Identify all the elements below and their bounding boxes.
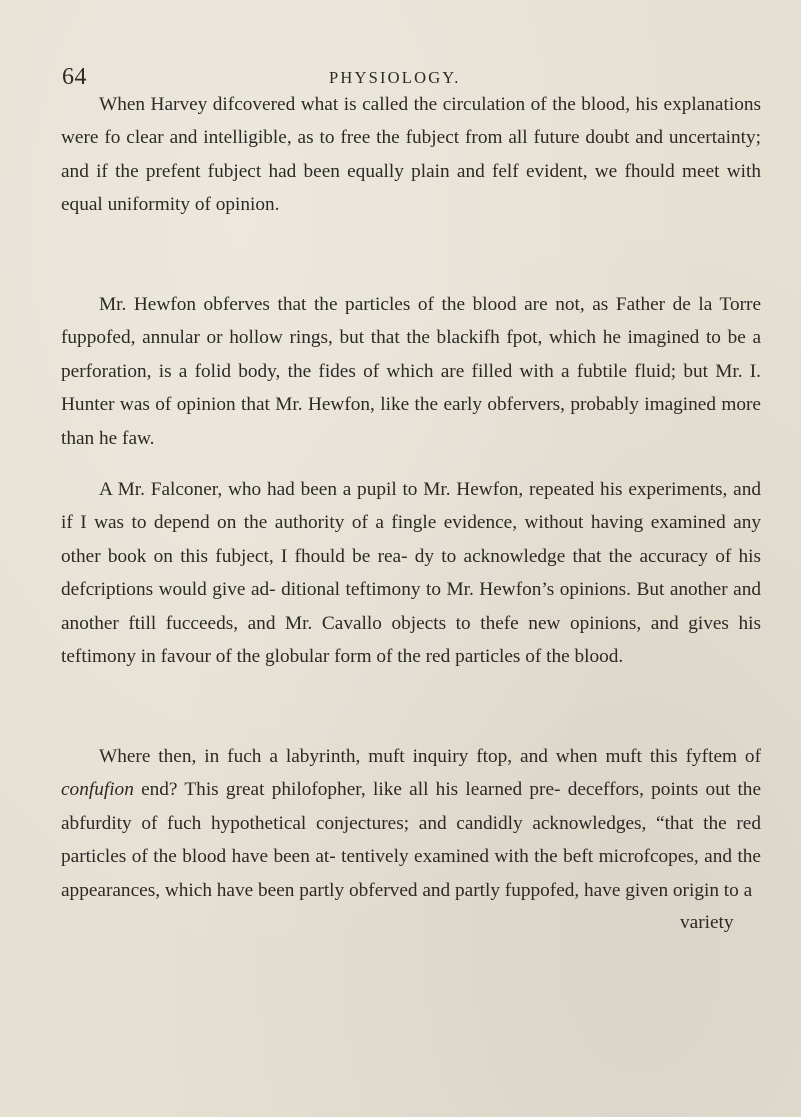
page-number: 64 bbox=[62, 64, 87, 90]
italic-term-confusion: confufion bbox=[61, 779, 134, 801]
paragraph-falconer: A Mr. Falconer, who had been a pupil to Mr. Hewfon, repeated his experiments, and if I was to depend on the authority of a fingle evidence, without having examined any other book on this fubject, I fhould be rea- dy to acknowledge that the accuracy of his defcriptions would give ad- ditional teftimony to Mr. Hewfon’s opinions. But another and another ftill fucceeds, and Mr. Cavallo objects to thefe new opinions, and gives his teftimony in favour of the globular form of the red particles of the blood. bbox=[61, 479, 761, 668]
paragraph-harvey: When Harvey difcovered what is called the circulation of the blood, his explanations were fo clear and intelligible, as to free the fubject from all future doubt and uncertainty; and if the prefent fubject had been equally plain and felf evident, we fhould meet with equal uniformity of opinion. bbox=[61, 94, 761, 216]
paragraph-hewson: Mr. Hewfon obferves that the particles of the blood are not, as Father de la Torre fuppofed, annular or hollow rings, but that the blackifh fpot, which he imagined to be a perforation, is a folid body, the fides of which are filled with a fubtile fluid; but Mr. I. Hunter was of opinion that Mr. Hewfon, like the early obfervers, probably imagined more than he faw. bbox=[61, 294, 761, 449]
paragraph-text-start: Where then, in fuch a labyrinth, muft inquiry ftop, and when muft this fyftem of bbox=[99, 746, 761, 767]
running-head: PHYSIOLOGY. bbox=[329, 68, 461, 87]
paragraph-labyrinth bbox=[61, 740, 761, 907]
catchword: variety bbox=[680, 912, 734, 933]
paragraph-text-end: end? This great philofopher, like all his learned pre- deceffors, points out the abfurdity of fuch hypothetical conjectures; and candidly acknowledges, “that the red particles of the blood have been at- tentively examined with the beft microfcopes, and the appearances, which have been partly obferved and partly fuppofed, have given origin to a bbox=[61, 779, 761, 901]
